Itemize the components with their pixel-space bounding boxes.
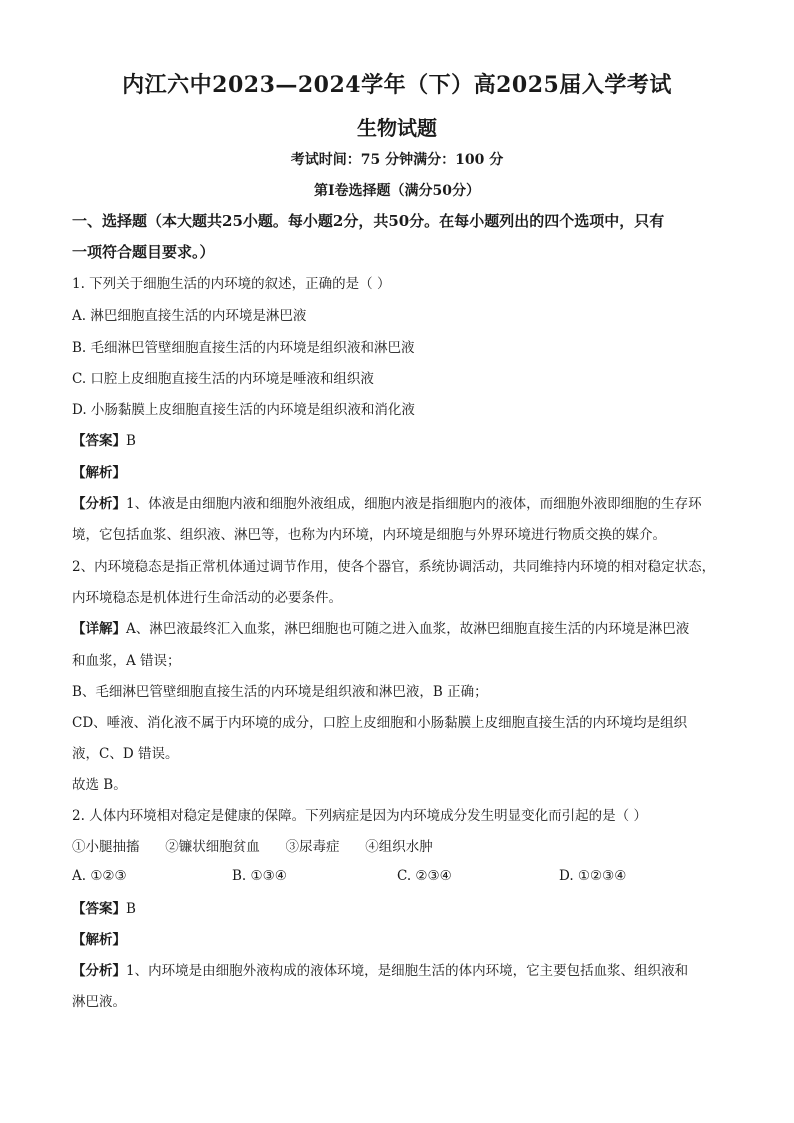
q1-xiangjie-line-5: 液，C、D 错误。 <box>72 746 179 762</box>
q1-xiangjie-line-4: CD、唾液、消化液不属于内环境的成分，口腔上皮细胞和小肠黏膜上皮细胞直接生活的内环境均是组织 <box>72 715 688 731</box>
section-heading-line-1: 一、选择题（本大题共25小题。每小题2分，共50分。在每小题列出的四个选项中，只有 <box>72 212 665 230</box>
fenxi-text: 1、内环境是由细胞外液构成的液体环境，是细胞生活的体内环境，它主要包括血浆、组织液和 <box>126 963 689 979</box>
q1-xiangjie-line-2: 和血浆，A 错误； <box>72 653 181 669</box>
exam-title: 内江六中2023—2024学年（下）高2025届入学考试 <box>122 72 672 98</box>
q1-option-c: C. 口腔上皮细胞直接生活的内环境是唾液和组织液 <box>72 371 374 387</box>
q2-fenxi-line-2: 淋巴液。 <box>72 994 126 1010</box>
q1-xiangjie-line-3: B、毛细淋巴管壁细胞直接生活的内环境是组织液和淋巴液，B 正确； <box>72 684 488 700</box>
q1-option-b: B. 毛细淋巴管壁细胞直接生活的内环境是组织液和淋巴液 <box>72 340 415 356</box>
q2-option-c: C. ②③④ <box>397 868 452 884</box>
fenxi-text: 1、体液是由细胞内液和细胞外液组成，细胞内液是指细胞内的液体，而细胞外液即细胞的生存环 <box>126 496 702 512</box>
volume-heading: 第Ⅰ卷选择题（满分50分） <box>313 183 481 199</box>
q2-fenxi-line-1 <box>72 961 732 981</box>
q2-option-b: B. ①③④ <box>232 868 287 884</box>
subject-title: 生物试题 <box>357 116 437 140</box>
q1-xiangjie-line-1 <box>72 619 732 639</box>
q2-answer <box>72 899 732 919</box>
q1-fenxi-line-3: 2、内环境稳态是指正常机体通过调节作用，使各个器官，系统协调活动，共同维持内环境的相对稳定状态， <box>72 559 716 575</box>
q2-analysis-tag: 【解析】 <box>72 932 126 948</box>
answer-tag: 【答案】 <box>72 901 126 917</box>
q1-option-a: A. 淋巴细胞直接生活的内环境是淋巴液 <box>72 308 307 324</box>
exam-info: 考试时间：75 分钟满分：100 分 <box>290 152 504 168</box>
q2-items: ①小腿抽搐 ②镰状细胞贫血 ③尿毒症 ④组织水肿 <box>72 839 433 855</box>
fenxi-tag: 【分析】 <box>72 496 126 512</box>
q1-analysis-tag: 【解析】 <box>72 465 126 481</box>
q1-option-d: D. 小肠黏膜上皮细胞直接生活的内环境是组织液和消化液 <box>72 402 415 418</box>
q1-answer <box>72 431 732 451</box>
q1-fenxi-line-2: 境，它包括血浆、组织液、淋巴等，也称为内环境，内环境是细胞与外界环境进行物质交换的媒介。 <box>72 527 666 543</box>
q1-fenxi-line-4: 内环境稳态是机体进行生命活动的必要条件。 <box>72 590 342 606</box>
section-heading-line-2: 一项符合题目要求。） <box>72 243 215 261</box>
answer-value: B <box>126 901 136 917</box>
q2-options <box>72 868 732 888</box>
q2-option-a: A. ①②③ <box>72 868 127 884</box>
q2-stem: 2. 人体内环境相对稳定是健康的保障。下列病症是因为内环境成分发生明显变化而引起的是（ ） <box>72 808 647 824</box>
q1-conclusion: 故选 B。 <box>72 777 127 793</box>
xiangjie-text: A、淋巴液最终汇入血浆，淋巴细胞也可随之进入血浆，故淋巴细胞直接生活的内环境是淋巴液 <box>126 621 690 637</box>
q2-option-d: D. ①②③④ <box>559 868 627 884</box>
xiangjie-tag: 【详解】 <box>72 621 126 637</box>
q1-stem: 1. 下列关于细胞生活的内环境的叙述，正确的是（ ） <box>72 276 391 292</box>
fenxi-tag: 【分析】 <box>72 963 126 979</box>
answer-value: B <box>126 433 136 449</box>
answer-tag: 【答案】 <box>72 433 126 449</box>
q1-fenxi-line-1 <box>72 494 732 514</box>
